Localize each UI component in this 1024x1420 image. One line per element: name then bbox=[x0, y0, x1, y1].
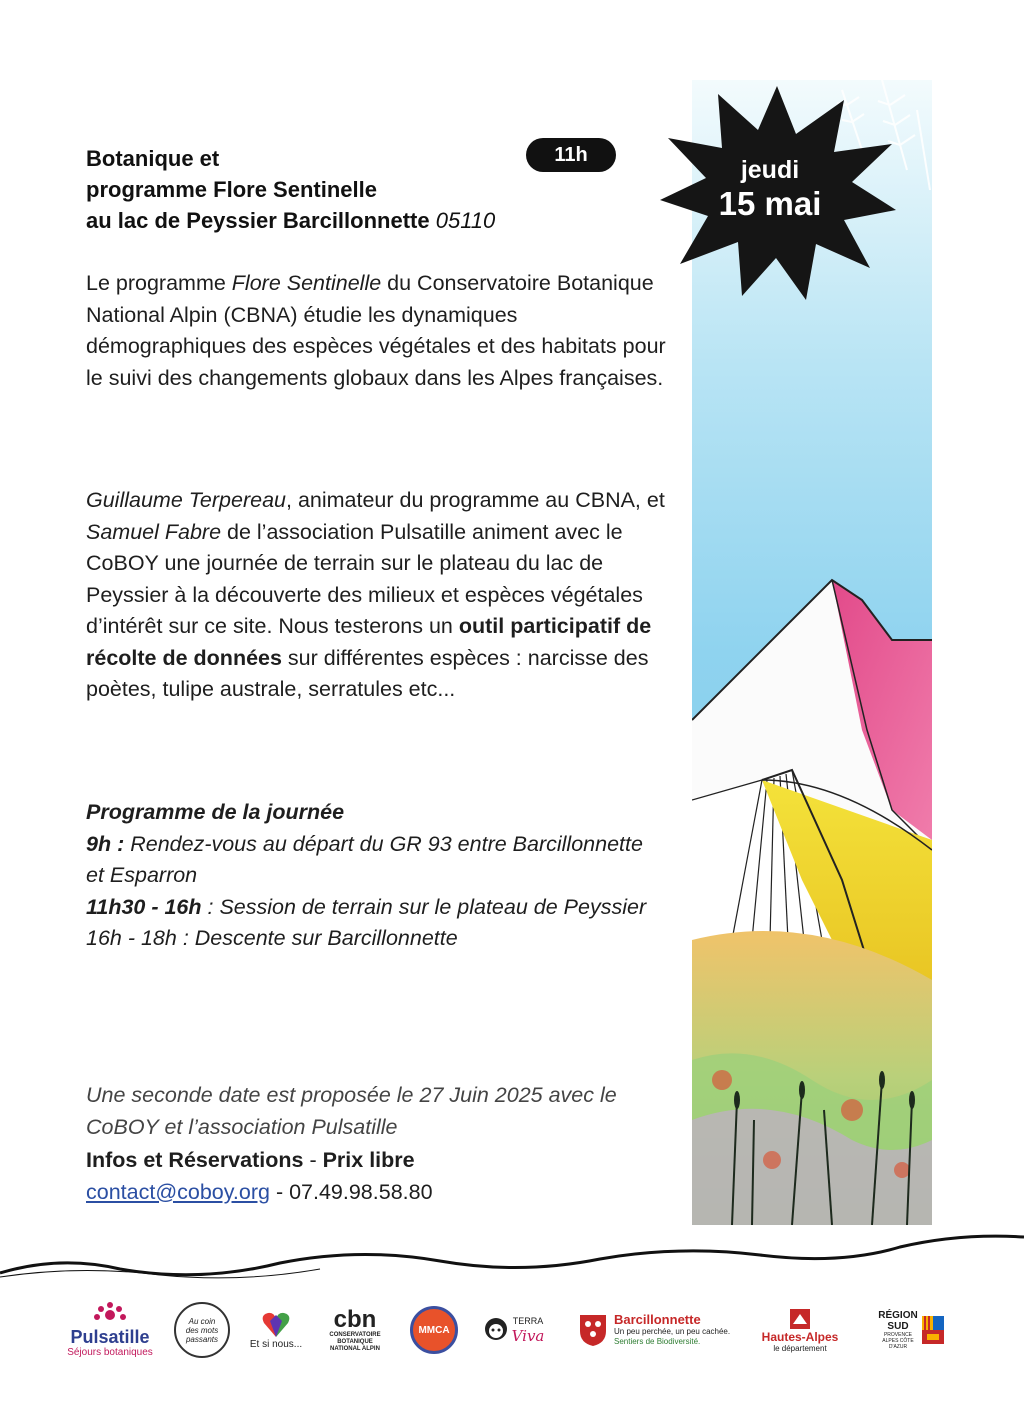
hautes-alpes-icon bbox=[789, 1308, 811, 1330]
desc-text-3: sur différentes espèces : narcisse des poètes, tulipe australe, serratules etc... bbox=[86, 645, 649, 701]
intro-text-c: du Conservatoire Botanique National Alpin (CBNA) étudie les dynamiques démographiques des espèces végétales et des habitats pour le suivi des changements globaux dans les Alpes françaises. bbox=[86, 271, 666, 390]
mmca-name: MMCA bbox=[418, 1324, 450, 1336]
postcode: 05110 bbox=[435, 208, 496, 233]
programme-section bbox=[86, 797, 666, 955]
programme-item-time: 9h : bbox=[86, 831, 125, 856]
logo-terra-viva bbox=[478, 1300, 548, 1360]
desc-highlight: outil participatif de récolte de données bbox=[86, 614, 652, 670]
desc-text-2: de l’association Pulsatille animent avec le CoBOY une journée de terrain sur le plateau du lac de Peyssier à la découverte des milieux et espèces végétales d’intérêt sur ce site. Nous testerons un bbox=[86, 519, 643, 638]
logo-cbn bbox=[324, 1300, 386, 1360]
programme-item bbox=[86, 892, 666, 924]
separator: - bbox=[303, 1148, 323, 1172]
title-line-2: programme Flore Sentinelle bbox=[86, 177, 377, 202]
logo-hautes-alpes bbox=[756, 1300, 844, 1360]
person-name-2: Samuel Fabre bbox=[86, 519, 222, 544]
programme-item-text: Rendez-vous au départ du GR 93 entre Barcillonnette et Esparron bbox=[86, 831, 643, 887]
title-line-1: Botanique et bbox=[86, 146, 220, 171]
date-label bbox=[705, 158, 835, 220]
desc-text-1: , animateur du programme au CBNA, et bbox=[286, 488, 665, 512]
pulsatille-subtitle: Séjours botaniques bbox=[67, 1347, 153, 1358]
terra-name: TERRA bbox=[512, 1316, 544, 1326]
region-subtitle: PROVENCE ALPES CÔTE D'AZUR bbox=[882, 1332, 914, 1350]
date-day: jeudi bbox=[740, 156, 800, 184]
pulsatille-name: Pulsatille bbox=[70, 1327, 150, 1347]
reservation-line bbox=[86, 1145, 656, 1177]
price-label: Prix libre bbox=[322, 1148, 415, 1172]
time-badge: 11h bbox=[526, 138, 616, 172]
programme-item-text: 16h - 18h : Descente sur Barcillonnette bbox=[86, 926, 458, 950]
footer-wave bbox=[0, 1225, 1024, 1285]
barcillonnette-subtitle-2: Sentiers de Biodiversité. bbox=[614, 1337, 701, 1346]
hautes-alpes-name: Hautes-Alpes bbox=[761, 1329, 839, 1344]
programme-item bbox=[86, 829, 666, 892]
second-date-note: Une seconde date est proposée le 27 Juin 2025 avec le CoBOY et l’association Pulsatille bbox=[86, 1083, 617, 1139]
person-name-1: Guillaume Terpereau bbox=[86, 488, 286, 512]
logo-barcillonnette bbox=[578, 1300, 738, 1360]
separator: - bbox=[269, 1179, 290, 1204]
email-link[interactable]: contact@coboy.org bbox=[86, 1179, 270, 1204]
cbn-subtitle: CONSERVATOIRE BOTANIQUE NATIONAL ALPIN bbox=[329, 1331, 381, 1352]
title-line-3: au lac de Peyssier Barcillonnette bbox=[86, 208, 430, 233]
region-crest-icon bbox=[922, 1316, 944, 1344]
description-paragraph bbox=[86, 485, 666, 706]
pulsatille-flower-icon bbox=[89, 1301, 131, 1327]
intro-programme-name: Flore Sentinelle bbox=[231, 271, 382, 295]
phone-number: 07.49.98.58.80 bbox=[289, 1179, 433, 1204]
logo-pulsatille bbox=[60, 1300, 160, 1360]
logo-librairie bbox=[174, 1300, 230, 1360]
logo-region-sud bbox=[868, 1300, 954, 1360]
viva-name: Viva bbox=[511, 1327, 545, 1345]
title-line-3-wrap bbox=[86, 205, 606, 236]
barcillonnette-subtitle-1: Un peu perchée, un peu cachée. bbox=[614, 1327, 731, 1336]
region-label-2: SUD bbox=[887, 1321, 909, 1332]
librairie-name: Au coin des mots passants bbox=[185, 1316, 219, 1344]
hautes-alpes-subtitle: le département bbox=[773, 1343, 827, 1353]
intro-paragraph bbox=[86, 268, 666, 394]
et-si-nous-heart-icon bbox=[260, 1309, 292, 1339]
programme-item-time: 11h30 - 16h bbox=[86, 894, 202, 919]
region-label-1: RÉGION bbox=[878, 1310, 918, 1321]
contact-block bbox=[86, 1145, 656, 1208]
barcillonnette-name: Barcillonnette bbox=[614, 1312, 701, 1327]
et-si-nous-name: Et si nous... bbox=[249, 1339, 303, 1350]
programme-item bbox=[86, 923, 666, 955]
programme-heading: Programme de la journée bbox=[86, 800, 345, 824]
barcillonnette-shield-icon bbox=[578, 1313, 608, 1347]
cbn-name: cbn bbox=[333, 1305, 377, 1333]
logo-mmca bbox=[410, 1300, 458, 1360]
contact-line bbox=[86, 1177, 656, 1209]
intro-text-a: Le programme bbox=[86, 271, 232, 295]
logo-et-si-nous bbox=[246, 1300, 306, 1360]
infos-label: Infos et Réservations bbox=[86, 1148, 304, 1172]
date-value: 15 mai bbox=[718, 185, 822, 222]
terra-viva-face-icon bbox=[482, 1313, 510, 1347]
programme-item-text: : Session de terrain sur le plateau de Peyssier bbox=[201, 894, 647, 919]
